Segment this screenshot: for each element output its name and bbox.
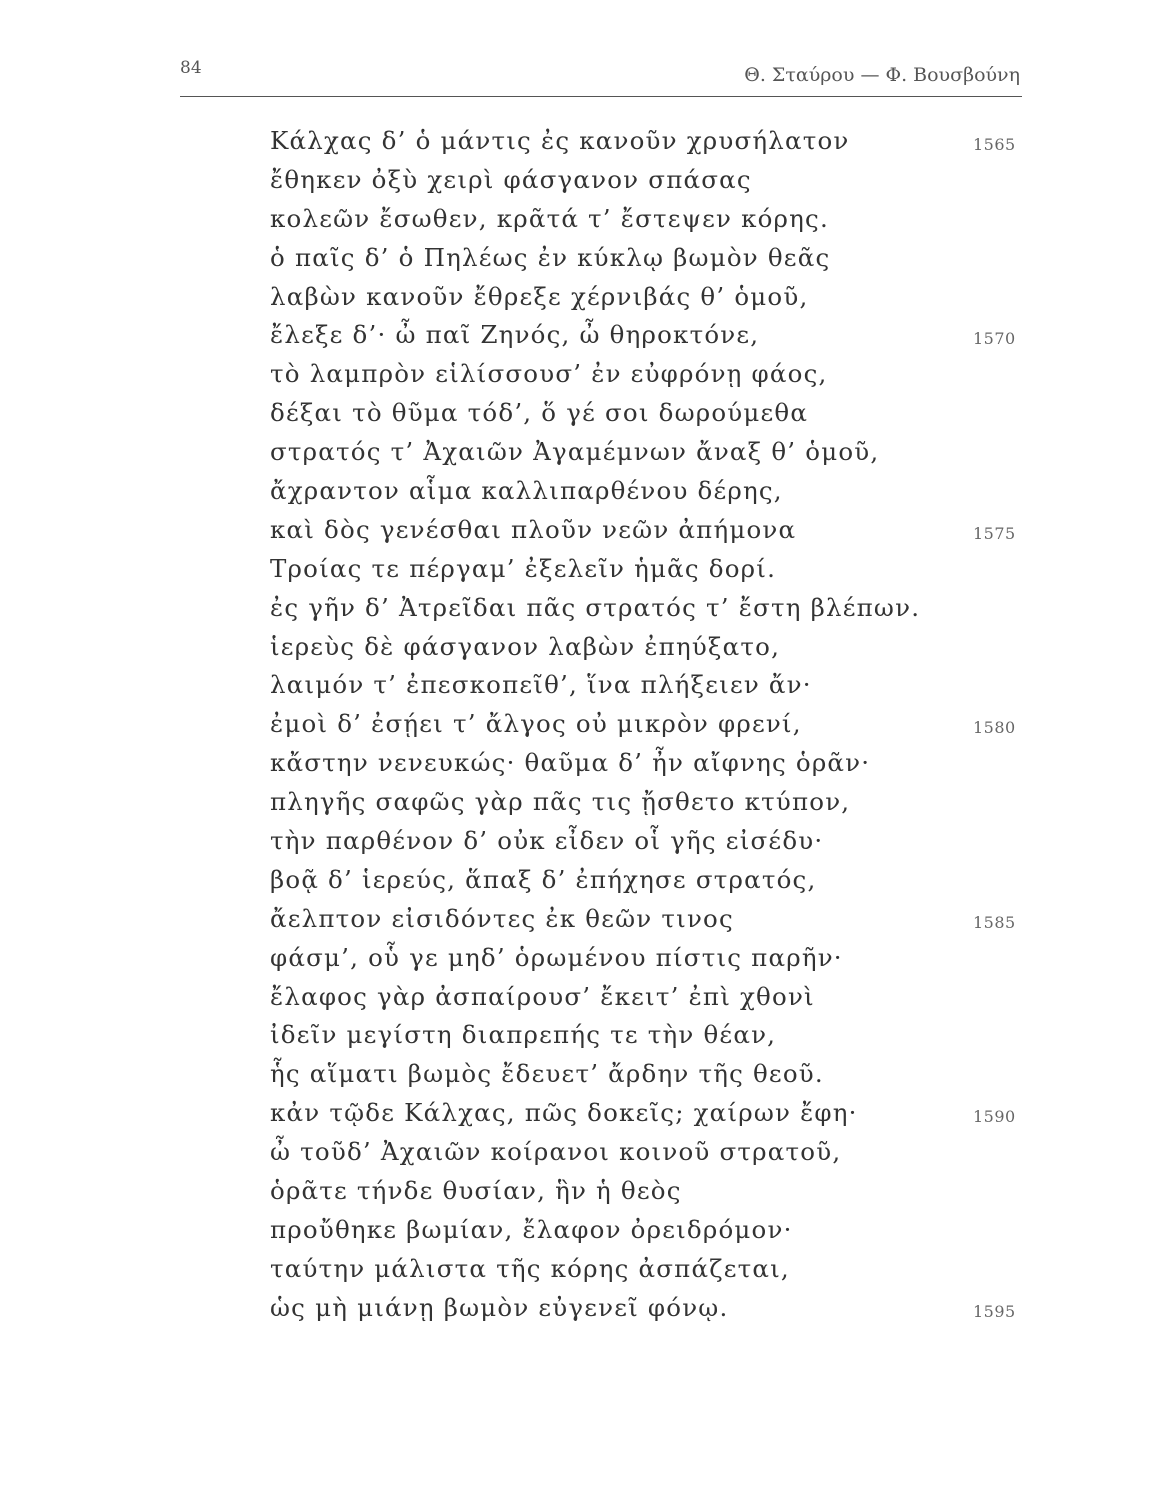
verse-text-line: ἄχραντον αἷμα καλλιπαρθένου δέρης, xyxy=(270,476,783,506)
verse-text-line: λαβὼν κανοῦν ἔθρεξε χέρνιβάς θ’ ὁμοῦ, xyxy=(270,281,809,311)
page-number: 84 xyxy=(180,58,202,78)
verse-text-line: δέξαι τὸ θῦμα τόδ’, ὅ γέ σοι δωρούμεθα xyxy=(270,398,809,428)
verse-text-line: καὶ δὸς γενέσθαι πλοῦν νεῶν ἀπήμονα xyxy=(270,514,797,544)
line-number: 1595 xyxy=(973,1301,1016,1321)
verse-line xyxy=(270,783,1030,822)
verse-text-line: ἔλαφος γὰρ ἀσπαίρουσ’ ἔκειτ’ ἐπὶ χθονὶ xyxy=(270,981,815,1011)
running-title: Θ. Σταύρου — Φ. Βουσβούνη xyxy=(744,64,1020,86)
verse-text-line: ἐς γῆν δ’ Ἀτρεῖδαι πᾶς στρατός τ’ ἔστη βλέπων. xyxy=(270,592,921,622)
line-number: 1580 xyxy=(973,718,1016,738)
verse-line xyxy=(270,161,1030,200)
verse-line xyxy=(270,433,1030,472)
verse-line xyxy=(270,511,1030,550)
verse-line xyxy=(270,1250,1030,1289)
verse-line xyxy=(270,472,1030,511)
verse-line xyxy=(270,200,1030,239)
verse-line xyxy=(270,1016,1030,1055)
verse-text-line: ἧς αἵματι βωμὸς ἔδευετ’ ἄρδην τῆς θεοῦ. xyxy=(270,1059,824,1089)
verse-text-line: κἀν τῷδε Κάλχας, πῶς δοκεῖς; χαίρων ἔφη· xyxy=(270,1098,858,1128)
verse-text-line: ταύτην μάλιστα τῆς κόρης ἀσπάζεται, xyxy=(270,1253,790,1283)
verse-line xyxy=(270,1133,1030,1172)
verse-text-line: ἔλεξε δ’· ὦ παῖ Ζηνός, ὦ θηροκτόνε, xyxy=(270,320,760,350)
verse-line xyxy=(270,550,1030,589)
verse-text-line: Τροίας τε πέργαμ’ ἐξελεῖν ἡμᾶς δορί. xyxy=(270,553,777,583)
verse-line xyxy=(270,1172,1030,1211)
verse-line xyxy=(270,1094,1030,1133)
verse-text-line: κἄστην νενευκώς· θαῦμα δ’ ἦν αἴφνης ὁρᾶν· xyxy=(270,748,871,778)
verse-line xyxy=(270,744,1030,783)
verse-line xyxy=(270,394,1030,433)
line-number: 1565 xyxy=(973,135,1016,154)
line-number: 1570 xyxy=(973,329,1016,349)
verse-line xyxy=(270,1055,1030,1094)
verse-line xyxy=(270,978,1030,1017)
verse-text-line: ὡς μὴ μιάνῃ βωμὸν εὐγενεῖ φόνῳ. xyxy=(270,1292,729,1322)
verse-text-line: φάσμ’, οὗ γε μηδ’ ὁρωμένου πίστις παρῆν· xyxy=(270,942,843,972)
page-header xyxy=(180,58,1020,92)
verse-text-line: τὸ λαμπρὸν εἱλίσσουσ’ ἐν εὐφρόνῃ φάος, xyxy=(270,359,828,389)
line-number: 1585 xyxy=(973,912,1016,932)
verse-line xyxy=(270,239,1030,278)
verse-text-line: ἱερεὺς δὲ φάσγανον λαβὼν ἐπηύξατο, xyxy=(270,631,781,661)
verse-line xyxy=(270,861,1030,900)
verse-line xyxy=(270,705,1030,744)
verse-text-line: ἔθηκεν ὀξὺ χειρὶ φάσγανον σπάσας xyxy=(270,164,752,194)
verse-text-line: τὴν παρθένον δ’ οὐκ εἶδεν οἷ γῆς εἰσέδυ· xyxy=(270,826,824,856)
verse-text-line: ὁρᾶτε τήνδε θυσίαν, ἣν ἡ θεὸς xyxy=(270,1176,682,1206)
verse-text-line: λαιμόν τ’ ἐπεσκοπεῖθ’, ἵνα πλήξειεν ἄν· xyxy=(270,670,812,700)
verse-line xyxy=(270,355,1030,394)
verse-text-line: βοᾷ δ’ ἱερεύς, ἅπαξ δ’ ἐπήχησε στρατός, xyxy=(270,864,817,894)
verse-text-line: ὁ παῖς δ’ ὁ Πηλέως ἐν κύκλῳ βωμὸν θεᾶς xyxy=(270,242,831,272)
verse-text-line: κολεῶν ἔσωθεν, κρᾶτά τ’ ἔστεψεν κόρης. xyxy=(270,203,829,233)
verse-line xyxy=(270,939,1030,978)
verse-text-line: στρατός τ’ Ἀχαιῶν Ἀγαμέμνων ἄναξ θ’ ὁμοῦ, xyxy=(270,437,880,467)
verse-line xyxy=(270,628,1030,667)
verse-line xyxy=(270,666,1030,705)
verse-line xyxy=(270,122,1030,161)
verse-line xyxy=(270,1289,1030,1328)
verse-line xyxy=(270,589,1030,628)
verse-line xyxy=(270,278,1030,317)
verse-line xyxy=(270,316,1030,355)
line-number: 1590 xyxy=(973,1107,1016,1127)
verse-line xyxy=(270,822,1030,861)
line-number: 1575 xyxy=(973,523,1016,543)
verse-text xyxy=(270,122,1030,1328)
verse-text-line: πληγῆς σαφῶς γὰρ πᾶς τις ᾔσθετο κτύπον, xyxy=(270,787,851,817)
verse-text-line: ἰδεῖν μεγίστη διαπρεπής τε τὴν θέαν, xyxy=(270,1020,777,1050)
verse-line xyxy=(270,900,1030,939)
verse-text-line: ἄελπτον εἰσιδόντες ἐκ θεῶν τινος xyxy=(270,903,734,933)
header-rule xyxy=(180,96,1022,97)
verse-text-line: ἐμοὶ δ’ ἐσῄει τ’ ἄλγος οὐ μικρὸν φρενί, xyxy=(270,709,802,739)
verse-text-line: Κάλχας δ’ ὁ μάντις ἐς κανοῦν χρυσήλατον xyxy=(270,126,850,155)
verse-text-line: ὦ τοῦδ’ Ἀχαιῶν κοίρανοι κοινοῦ στρατοῦ, xyxy=(270,1137,842,1167)
verse-text-line: προὔθηκε βωμίαν, ἔλαφον ὀρειδρόμον· xyxy=(270,1214,793,1244)
verse-line xyxy=(270,1211,1030,1250)
